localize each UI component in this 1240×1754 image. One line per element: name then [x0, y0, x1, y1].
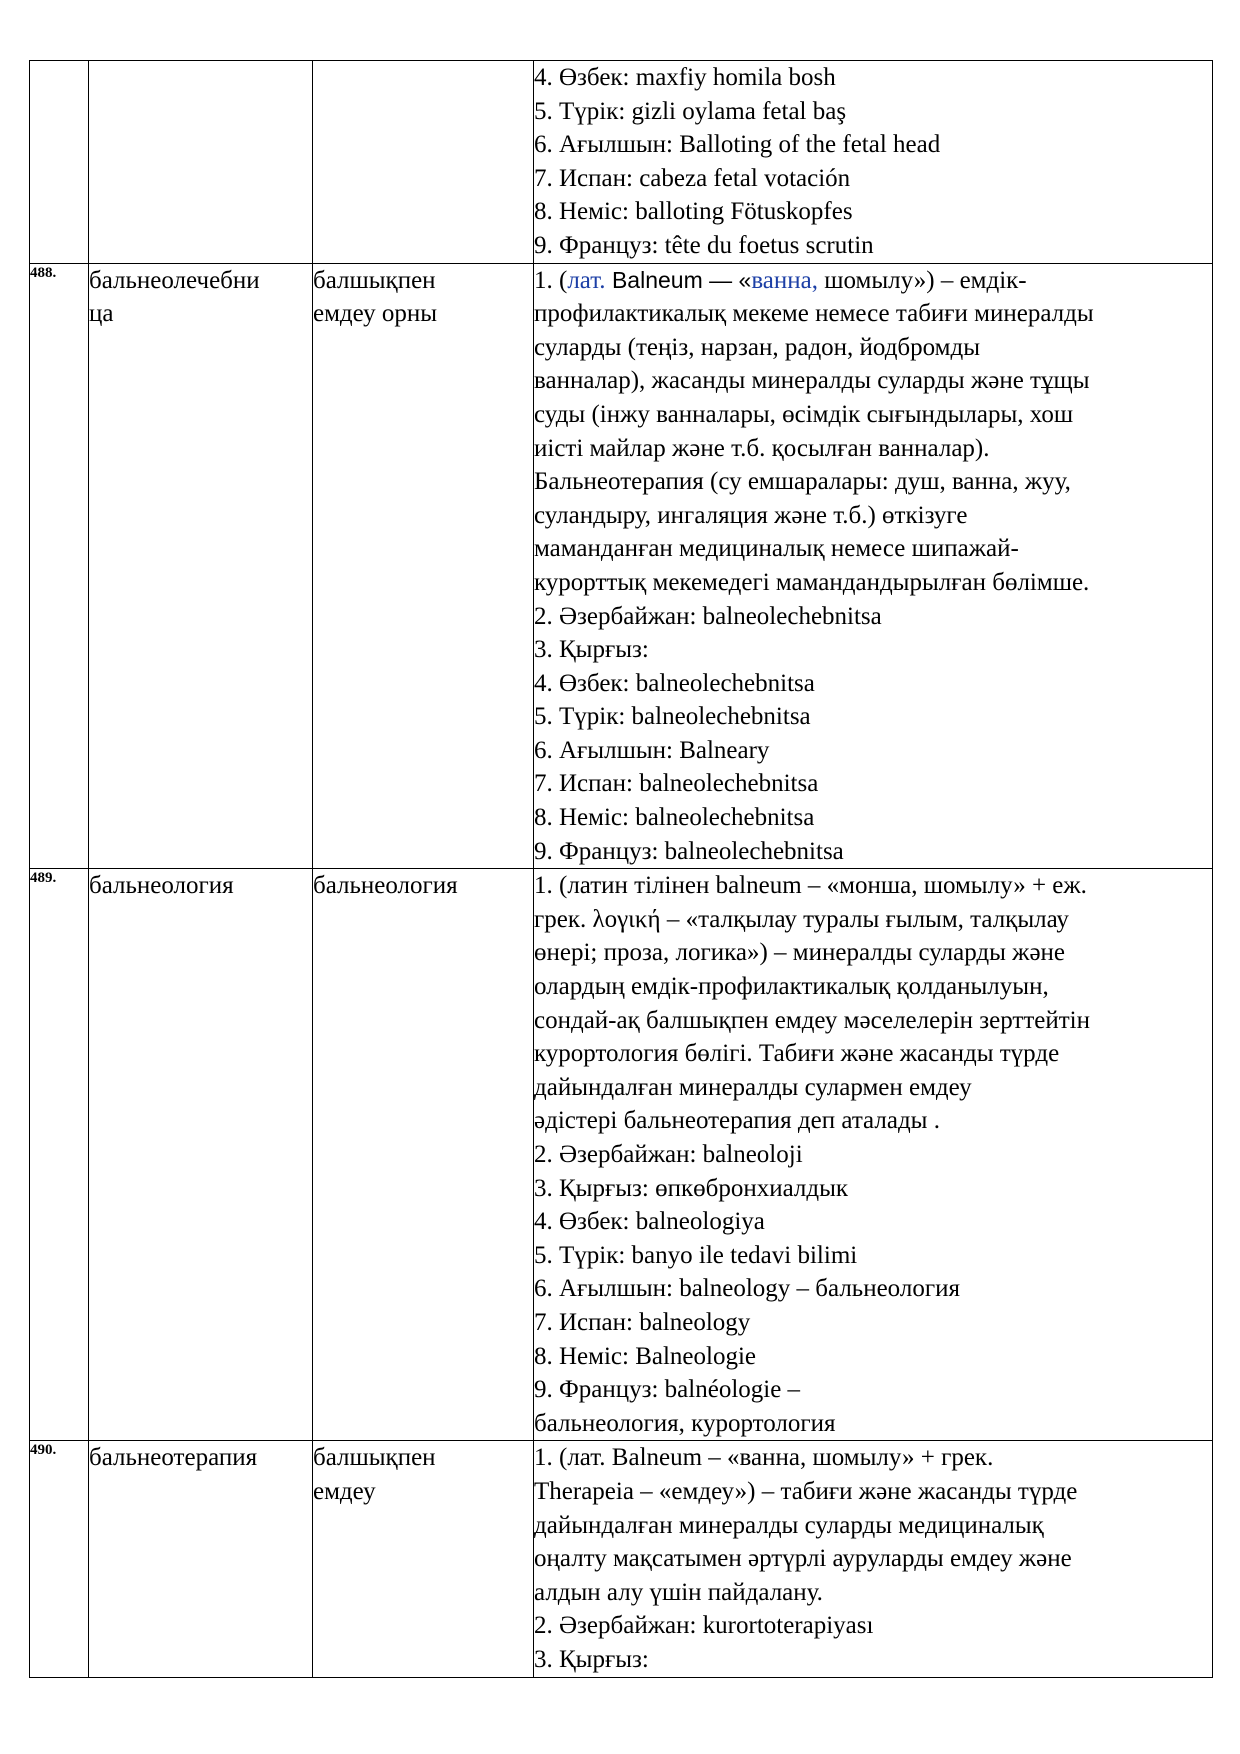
definition-line: ванналар), жасанды минералды суларды және тұщы	[534, 367, 1090, 395]
latin-abbrev: лат.	[567, 266, 606, 294]
definition-text: шомылу») – емдік-	[818, 266, 1027, 294]
definition-line: 7. Испан: cabeza fetal votación	[534, 164, 851, 192]
kazakh-term-line: бальнеология	[313, 872, 458, 900]
definition-line: алдын алу үшін пайдалану.	[534, 1578, 823, 1606]
definition-line: курортология бөлігі. Табиғи және жасанды түрде	[534, 1040, 1060, 1068]
russian-term	[89, 1441, 313, 1677]
kazakh-term-line: емдеу	[313, 1477, 376, 1505]
entry-row	[30, 1441, 1213, 1677]
definition-line: иісті майлар және т.б. қосылған ванналар).	[534, 434, 990, 462]
definition-line: 6. Ағылшын: Balneary	[534, 736, 770, 764]
definition-line: 4. Өзбек: balneologiya	[534, 1208, 765, 1236]
definition-line: 2. Әзербайжан: balneoloji	[534, 1141, 803, 1168]
entry-number: 490.	[30, 1441, 89, 1677]
russian-term-line: бальнеолечебни	[89, 266, 260, 294]
definition-line: дайындалған минералды суларды медициналық	[534, 1511, 1044, 1539]
definition-open: 1. (	[534, 266, 568, 294]
russian-term-line: бальнеотерапия	[89, 1444, 258, 1472]
kazakh-term-line: емдеу орны	[313, 300, 438, 328]
latin-word: Balneum — «	[605, 266, 752, 293]
definition-line: 8. Неміс: balneolechebnitsa	[534, 804, 815, 832]
dictionary-table	[29, 60, 1213, 1678]
definition-line: 8. Неміс: Balneologie	[534, 1342, 757, 1370]
kazakh-term	[313, 263, 534, 869]
definition-line: 7. Испан: balneology	[534, 1308, 751, 1336]
definition-line: маманданған медициналық немесе шипажай-	[534, 535, 1019, 563]
definition	[534, 263, 1213, 869]
definition-line: 4. Өзбек: balneolechebnitsa	[534, 669, 815, 697]
definition-line: 3. Қырғыз: өпкөбронхиалдык	[534, 1174, 849, 1202]
kazakh-term-line: балшықпен	[313, 266, 436, 294]
definition-line: суды (інжу ванналары, өсімдік сығындылары, хош	[534, 400, 1074, 428]
definition	[534, 61, 1213, 264]
entry-number: 489.	[30, 869, 89, 1441]
definition-line: 1. (латин тілінен balneum – «монша, шомылу» + еж.	[534, 872, 1087, 900]
definition-line: өнері; проза, логика») – минералды суларды және	[534, 939, 1066, 967]
definition-line: 6. Ағылшын: Balloting of the fetal head	[534, 131, 941, 159]
definition-line: 2. Әзербайжан: balneolechebnitsa	[534, 602, 882, 630]
definition-line	[534, 264, 1212, 298]
kazakh-term	[313, 61, 534, 264]
russian-term-line: бальнеология	[89, 872, 234, 900]
definition-line: 4. Өзбек: maxfiy homila bosh	[534, 64, 836, 91]
definition-line: 2. Әзербайжан: kurortoterapiyası	[534, 1612, 874, 1640]
definition-line: 5. Түрік: banyo ile tedavi bilimi	[534, 1241, 858, 1269]
kazakh-term-line: балшықпен	[313, 1444, 436, 1472]
dictionary-body	[30, 61, 1213, 1678]
definition-line: 6. Ағылшын: balneology – бальнеология	[534, 1275, 960, 1303]
entry-row	[30, 869, 1213, 1441]
definition	[534, 869, 1213, 1441]
definition-line: Therapeia – «емдеу») – табиғи және жасанды түрде	[534, 1477, 1078, 1505]
definition	[534, 1441, 1213, 1677]
definition-line: сондай-ақ балшықпен емдеу мәселелерін зерттейтін	[534, 1006, 1091, 1034]
definition-line: суландыру, ингаляция және т.б.) өткізуге	[534, 501, 968, 529]
definition-line: профилактикалық мекеме немесе табиғи минералды	[534, 300, 1094, 328]
kazakh-term	[313, 869, 534, 1441]
definition-line: Бальнеотерапия (су емшаралары: душ, ванна, жуу,	[534, 468, 1071, 496]
definition-line: 9. Француз: tête du foetus scrutin	[534, 231, 874, 259]
definition-line: 1. (лат. Balneum – «ванна, шомылу» + грек.	[534, 1444, 994, 1472]
kazakh-term	[313, 1441, 534, 1677]
definition-line: олардың емдік-профилактикалық қолданылуын,	[534, 973, 1049, 1001]
entry-row	[30, 61, 1213, 264]
definition-line: 9. Француз: balneolechebnitsa	[534, 837, 844, 865]
definition-line: 9. Француз: balnéologie –	[534, 1376, 801, 1404]
definition-line: 8. Неміс: balloting Fötuskopfes	[534, 198, 853, 226]
entry-number: 488.	[30, 263, 89, 869]
definition-line: бальнеология, курортология	[534, 1409, 836, 1437]
definition-line: 5. Түрік: balneolechebnitsa	[534, 703, 811, 731]
definition-line: суларды (теңіз, нарзан, радон, йодбромды	[534, 333, 981, 361]
entry-row	[30, 263, 1213, 869]
definition-line: 5. Түрік: gizli oylama fetal baş	[534, 97, 847, 125]
russian-term	[89, 263, 313, 869]
definition-line: дайындалған минералды сулармен емдеу	[534, 1073, 972, 1101]
definition-line: 3. Қырғыз:	[534, 636, 649, 664]
russian-term-line: ца	[89, 300, 114, 328]
definition-line: 7. Испан: balneolechebnitsa	[534, 770, 819, 798]
definition-line: әдістері бальнеотерапия деп аталады .	[534, 1107, 940, 1135]
definition-line: оңалту мақсатымен әртүрлі ауруларды емдеу және	[534, 1545, 1072, 1573]
gloss-word: ванна,	[751, 266, 818, 294]
definition-line: 3. Қырғыз:	[534, 1645, 649, 1673]
entry-number	[30, 61, 89, 264]
definition-line: курорттық мекемедегі мамандандырылған бөлімше.	[534, 568, 1090, 596]
definition-line: грек. λογική – «талқылау туралы ғылым, талқылау	[534, 905, 1069, 933]
russian-term	[89, 869, 313, 1441]
russian-term	[89, 61, 313, 264]
